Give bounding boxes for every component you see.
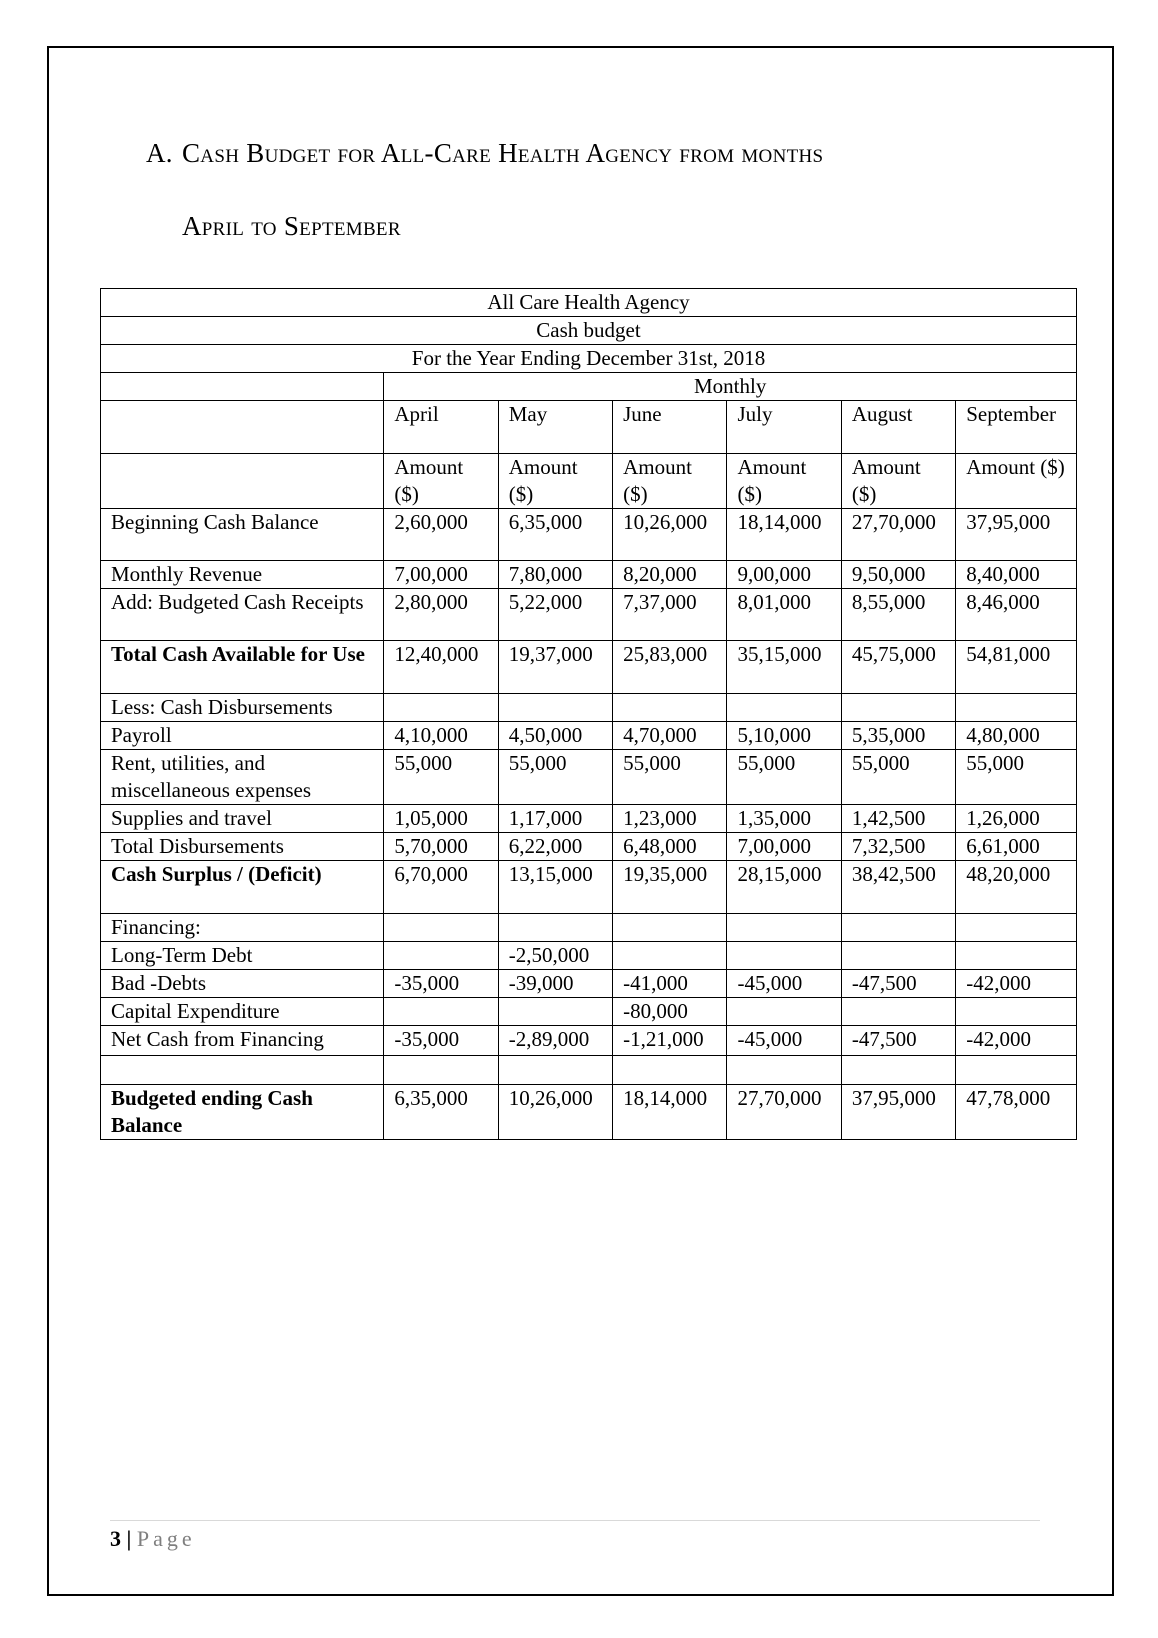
value-cell: 6,35,000 — [498, 509, 612, 561]
value-cell: 25,83,000 — [613, 641, 727, 694]
value-cell: -41,000 — [613, 970, 727, 998]
value-cell: 5,22,000 — [498, 589, 612, 641]
page-label: Page — [136, 1526, 196, 1551]
section-heading-line1: Cash Budget for All-Care Health Agency from months — [182, 138, 824, 168]
row-label: Less: Cash Disbursements — [101, 694, 384, 722]
company-row — [101, 289, 1077, 317]
value-cell — [727, 942, 841, 970]
value-cell: 12,40,000 — [384, 641, 498, 694]
amount-header-row — [101, 454, 1077, 509]
value-cell: 1,23,000 — [613, 805, 727, 833]
value-cell: 19,37,000 — [498, 641, 612, 694]
monthly-label: Monthly — [384, 373, 1077, 401]
value-cell: 38,42,500 — [841, 861, 955, 914]
value-cell — [384, 998, 498, 1026]
value-cell: 8,01,000 — [727, 589, 841, 641]
value-cell: 55,000 — [384, 750, 498, 805]
value-cell — [613, 694, 727, 722]
value-cell — [956, 942, 1077, 970]
value-cell — [613, 1056, 727, 1085]
value-cell: 48,20,000 — [956, 861, 1077, 914]
month-header: July — [727, 401, 841, 454]
value-cell: -35,000 — [384, 970, 498, 998]
value-cell: 13,15,000 — [498, 861, 612, 914]
table-row — [101, 750, 1077, 805]
amount-header: Amount ($) — [727, 454, 841, 509]
table-title: Cash budget — [101, 317, 1077, 345]
month-header: August — [841, 401, 955, 454]
footer-divider — [110, 1520, 1040, 1521]
table-row — [101, 861, 1077, 914]
value-cell — [727, 914, 841, 942]
value-cell: 18,14,000 — [727, 509, 841, 561]
value-cell: 55,000 — [956, 750, 1077, 805]
value-cell — [384, 694, 498, 722]
row-label: Rent, utilities, and miscellaneous expenses — [101, 750, 384, 805]
value-cell: 8,40,000 — [956, 561, 1077, 589]
row-label: Supplies and travel — [101, 805, 384, 833]
row-label — [101, 1056, 384, 1085]
value-cell — [956, 914, 1077, 942]
value-cell: -42,000 — [956, 970, 1077, 998]
table-row — [101, 998, 1077, 1026]
value-cell: 4,80,000 — [956, 722, 1077, 750]
row-label: Long-Term Debt — [101, 942, 384, 970]
month-header: May — [498, 401, 612, 454]
value-cell: 6,61,000 — [956, 833, 1077, 861]
company-name: All Care Health Agency — [101, 289, 1077, 317]
value-cell: -80,000 — [613, 998, 727, 1026]
month-header: April — [384, 401, 498, 454]
value-cell: 47,78,000 — [956, 1085, 1077, 1140]
row-label: Capital Expenditure — [101, 998, 384, 1026]
table-row — [101, 694, 1077, 722]
value-cell — [613, 914, 727, 942]
value-cell: 4,50,000 — [498, 722, 612, 750]
table-row — [101, 1056, 1077, 1085]
value-cell: 55,000 — [841, 750, 955, 805]
value-cell — [956, 1056, 1077, 1085]
monthly-row — [101, 373, 1077, 401]
value-cell: 6,70,000 — [384, 861, 498, 914]
value-cell: 1,42,500 — [841, 805, 955, 833]
page-number: 3 — [110, 1526, 121, 1551]
section-heading-line2: April to September — [182, 211, 401, 241]
value-cell: 10,26,000 — [498, 1085, 612, 1140]
value-cell: 8,20,000 — [613, 561, 727, 589]
value-cell: -1,21,000 — [613, 1026, 727, 1056]
page-footer — [110, 1525, 196, 1553]
value-cell: 2,80,000 — [384, 589, 498, 641]
month-header-row — [101, 401, 1077, 454]
value-cell: 4,70,000 — [613, 722, 727, 750]
value-cell — [841, 942, 955, 970]
value-cell: 19,35,000 — [613, 861, 727, 914]
footer-separator: | — [126, 1526, 132, 1551]
value-cell: 6,22,000 — [498, 833, 612, 861]
value-cell: -45,000 — [727, 1026, 841, 1056]
value-cell — [956, 998, 1077, 1026]
value-cell: 7,32,500 — [841, 833, 955, 861]
table-row — [101, 970, 1077, 998]
amount-header: Amount ($) — [841, 454, 955, 509]
row-label: Budgeted ending Cash Balance — [101, 1085, 384, 1140]
table-row — [101, 641, 1077, 694]
table-period: For the Year Ending December 31st, 2018 — [101, 345, 1077, 373]
table-row — [101, 509, 1077, 561]
value-cell: 8,46,000 — [956, 589, 1077, 641]
value-cell: 55,000 — [498, 750, 612, 805]
value-cell — [498, 694, 612, 722]
value-cell: 35,15,000 — [727, 641, 841, 694]
row-label: Add: Budgeted Cash Receipts — [101, 589, 384, 641]
value-cell: 6,35,000 — [384, 1085, 498, 1140]
value-cell — [727, 694, 841, 722]
value-cell — [613, 942, 727, 970]
value-cell: -39,000 — [498, 970, 612, 998]
section-heading — [146, 140, 823, 167]
empty-cell — [101, 454, 384, 509]
empty-cell — [101, 373, 384, 401]
value-cell — [727, 998, 841, 1026]
value-cell: -2,50,000 — [498, 942, 612, 970]
amount-header: Amount ($) — [613, 454, 727, 509]
table-row — [101, 942, 1077, 970]
value-cell: 1,35,000 — [727, 805, 841, 833]
table-row — [101, 1085, 1077, 1140]
value-cell: 7,37,000 — [613, 589, 727, 641]
cash-budget-table — [100, 288, 1077, 1140]
value-cell: 5,10,000 — [727, 722, 841, 750]
value-cell: 55,000 — [727, 750, 841, 805]
value-cell — [498, 1056, 612, 1085]
value-cell: 4,10,000 — [384, 722, 498, 750]
table-row — [101, 589, 1077, 641]
value-cell: 7,00,000 — [384, 561, 498, 589]
row-label: Net Cash from Financing — [101, 1026, 384, 1056]
value-cell: 37,95,000 — [956, 509, 1077, 561]
row-label: Beginning Cash Balance — [101, 509, 384, 561]
value-cell — [841, 998, 955, 1026]
value-cell: 18,14,000 — [613, 1085, 727, 1140]
value-cell: -47,500 — [841, 1026, 955, 1056]
value-cell — [727, 1056, 841, 1085]
value-cell: 54,81,000 — [956, 641, 1077, 694]
value-cell: 45,75,000 — [841, 641, 955, 694]
row-label: Financing: — [101, 914, 384, 942]
value-cell: 37,95,000 — [841, 1085, 955, 1140]
table-row — [101, 805, 1077, 833]
month-header: June — [613, 401, 727, 454]
value-cell: 8,55,000 — [841, 589, 955, 641]
value-cell: -42,000 — [956, 1026, 1077, 1056]
value-cell: 27,70,000 — [841, 509, 955, 561]
value-cell — [384, 1056, 498, 1085]
month-header: September — [956, 401, 1077, 454]
value-cell: 28,15,000 — [727, 861, 841, 914]
value-cell: 27,70,000 — [727, 1085, 841, 1140]
section-number: A. — [146, 138, 173, 168]
value-cell: -2,89,000 — [498, 1026, 612, 1056]
table-row — [101, 722, 1077, 750]
table-row — [101, 561, 1077, 589]
value-cell: 1,17,000 — [498, 805, 612, 833]
value-cell: 7,00,000 — [727, 833, 841, 861]
title-row — [101, 317, 1077, 345]
value-cell — [841, 694, 955, 722]
value-cell — [498, 998, 612, 1026]
value-cell: 5,35,000 — [841, 722, 955, 750]
value-cell: 9,00,000 — [727, 561, 841, 589]
amount-header: Amount ($) — [956, 454, 1077, 509]
value-cell — [841, 1056, 955, 1085]
amount-header: Amount ($) — [498, 454, 612, 509]
row-label: Total Disbursements — [101, 833, 384, 861]
row-label: Monthly Revenue — [101, 561, 384, 589]
value-cell — [384, 914, 498, 942]
value-cell: 55,000 — [613, 750, 727, 805]
table-row — [101, 914, 1077, 942]
value-cell: 9,50,000 — [841, 561, 955, 589]
table-row — [101, 1026, 1077, 1056]
value-cell: -45,000 — [727, 970, 841, 998]
value-cell: 2,60,000 — [384, 509, 498, 561]
value-cell — [498, 914, 612, 942]
value-cell: 5,70,000 — [384, 833, 498, 861]
value-cell: -47,500 — [841, 970, 955, 998]
row-label: Payroll — [101, 722, 384, 750]
period-row — [101, 345, 1077, 373]
value-cell: 6,48,000 — [613, 833, 727, 861]
value-cell: 7,80,000 — [498, 561, 612, 589]
value-cell — [841, 914, 955, 942]
empty-cell — [101, 401, 384, 454]
table-row — [101, 833, 1077, 861]
value-cell: 10,26,000 — [613, 509, 727, 561]
value-cell — [384, 942, 498, 970]
value-cell — [956, 694, 1077, 722]
value-cell: 1,05,000 — [384, 805, 498, 833]
row-label: Total Cash Available for Use — [101, 641, 384, 694]
row-label: Cash Surplus / (Deficit) — [101, 861, 384, 914]
row-label: Bad -Debts — [101, 970, 384, 998]
value-cell: 1,26,000 — [956, 805, 1077, 833]
value-cell: -35,000 — [384, 1026, 498, 1056]
amount-header: Amount ($) — [384, 454, 498, 509]
